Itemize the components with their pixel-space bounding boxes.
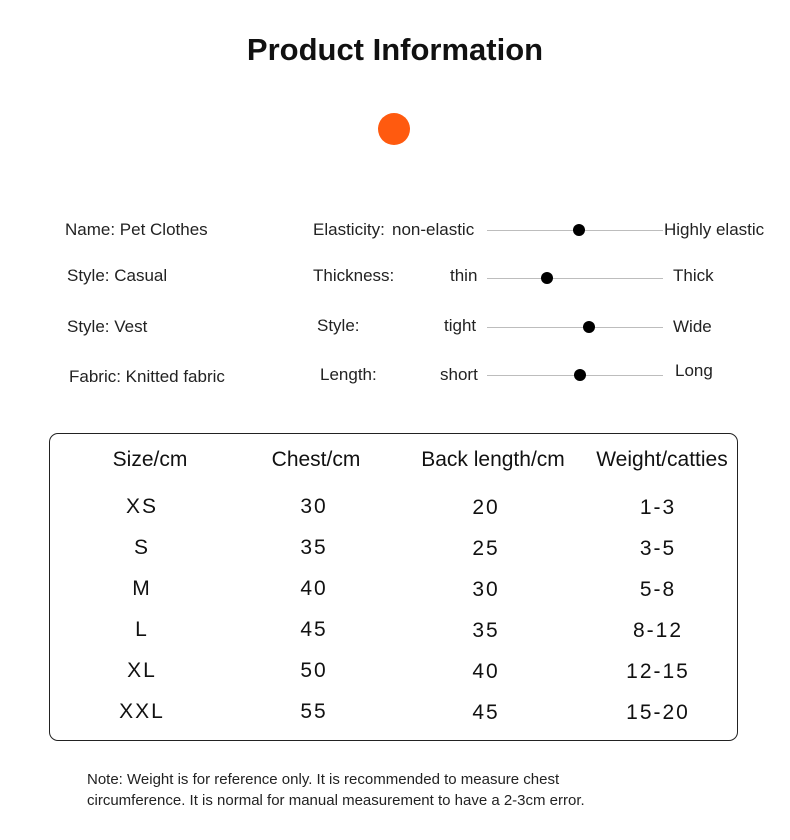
slider-knob [583, 321, 595, 333]
table-cell-chest: 30 [300, 495, 328, 518]
table-cell-weight: 3-5 [639, 537, 677, 560]
table-cell-chest: 55 [300, 700, 328, 723]
slider-low-label: thin [450, 266, 478, 285]
slider-label: Length: [320, 365, 377, 384]
page-title: Product Information [246, 32, 544, 67]
table-cell-size: XS [125, 495, 158, 518]
slider-knob [573, 224, 585, 236]
attr-style-vest: Style: Vest [67, 317, 148, 336]
slider-low-label: short [440, 365, 478, 384]
slider-knob [541, 272, 553, 284]
table-cell-weight: 12-15 [626, 660, 690, 683]
slider-track [487, 230, 663, 231]
col-header-size: Size/cm [112, 448, 188, 471]
table-cell-chest: 45 [300, 618, 328, 641]
col-header-weight: Weight/catties [596, 448, 728, 471]
attr-fabric: Fabric: Knitted fabric [69, 367, 225, 386]
measurement-note [87, 769, 727, 811]
table-cell-chest: 35 [300, 536, 328, 559]
table-cell-back: 35 [472, 619, 500, 642]
slider-label: Elasticity: [313, 220, 385, 239]
slider-label: Thickness: [313, 266, 395, 285]
col-header-back-length: Back length/cm [421, 448, 565, 471]
slider-low-label: non-elastic [392, 220, 475, 239]
slider-low-label: tight [444, 316, 477, 335]
slider-track [487, 375, 663, 376]
table-cell-size: XXL [119, 700, 165, 723]
note-line: Note: Weight is for reference only. It is recommended to measure chest [87, 771, 560, 788]
table-cell-weight: 5-8 [639, 578, 677, 601]
table-cell-size: XL [127, 659, 157, 682]
slider-track [487, 327, 663, 328]
slider-track [487, 278, 663, 279]
slider-label: Style: [317, 316, 360, 335]
table-cell-size: L [135, 618, 149, 641]
slider-high-label: Long [675, 361, 713, 380]
slider-knob [574, 369, 586, 381]
table-cell-size: M [132, 577, 152, 600]
slider-high-label: Thick [673, 266, 714, 285]
attr-name: Name: Pet Clothes [65, 220, 208, 239]
table-cell-weight: 15-20 [626, 701, 690, 724]
table-cell-weight: 8-12 [632, 619, 684, 642]
orange-dot-icon [378, 113, 410, 145]
attr-style-casual: Style: Casual [67, 266, 168, 285]
table-cell-size: S [133, 536, 150, 559]
table-cell-back: 30 [472, 578, 500, 601]
slider-high-label: Highly elastic [664, 220, 765, 239]
slider-high-label: Wide [673, 317, 712, 336]
table-cell-back: 45 [472, 701, 500, 724]
table-cell-back: 25 [472, 537, 500, 560]
table-cell-chest: 50 [300, 659, 328, 682]
col-header-chest: Chest/cm [271, 448, 361, 471]
table-cell-weight: 1-3 [639, 496, 677, 519]
table-cell-chest: 40 [300, 577, 328, 600]
note-line: circumference. It is normal for manual measurement to have a 2-3cm error. [87, 792, 585, 809]
table-cell-back: 20 [472, 496, 500, 519]
table-cell-back: 40 [472, 660, 500, 683]
